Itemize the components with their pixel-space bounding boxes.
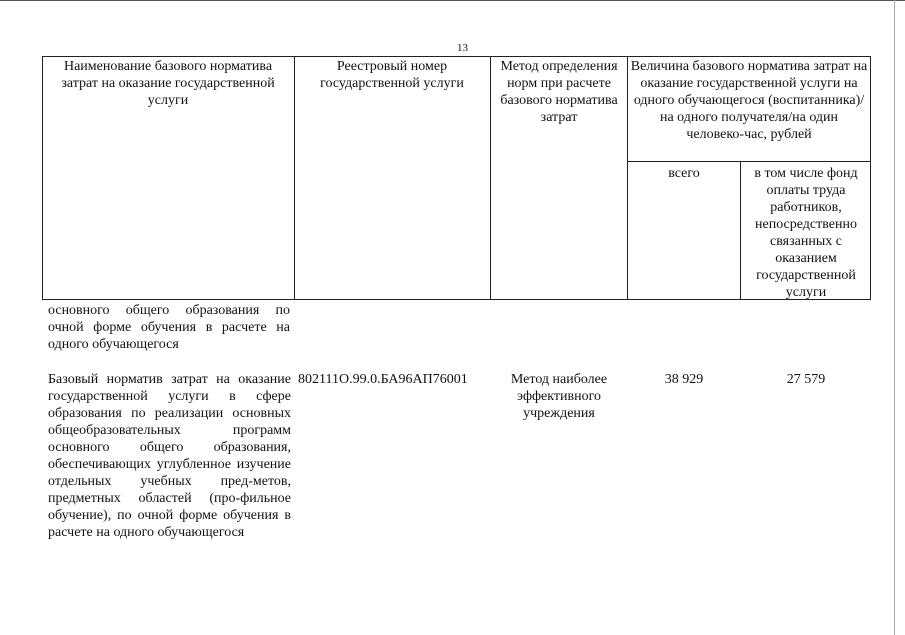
row-total: 38 929 — [664, 372, 704, 387]
grid-line — [627, 56, 628, 300]
header-value: Величина базового норматива затрат на оказание государственной услуги на одного обучающегося (воспитанника)/на одного получателя/на один человеко-час, рублей — [630, 59, 868, 142]
header-total: всего — [668, 166, 700, 181]
grid-line — [294, 56, 295, 300]
page-right-edge — [894, 0, 895, 635]
header-name: Наименование базового норматива затрат на оказание государственной услуги — [61, 59, 275, 108]
continuation-text: основного общего образования по очной форме обучения в расчете на одного обучающегося — [48, 303, 290, 352]
grid-line — [870, 56, 871, 300]
row-registry: 802111О.99.0.БА96АП76001 — [298, 372, 468, 387]
header-registry: Реестровый номер государственной услуги — [320, 59, 464, 91]
row-method: Метод наиболее эффективного учреждения — [510, 372, 608, 421]
grid-line — [627, 161, 871, 162]
page-number: 13 — [457, 42, 468, 54]
grid-line — [42, 56, 43, 300]
page-top-edge — [0, 0, 905, 1]
grid-line — [740, 161, 741, 300]
header-method: Метод определения норм при расчете базового норматива затрат — [500, 59, 618, 125]
row-wage: 27 579 — [786, 372, 826, 387]
grid-line — [490, 56, 491, 300]
grid-line — [42, 56, 871, 57]
header-wage: в том числе фонд оплаты труда работников, непосредственно связанных с оказанием государственной услуги — [754, 166, 858, 300]
row-name: Базовый норматив затрат на оказание государственной услуги в сфере образования по реализации основных общеобразовательных программ основного общего образования, обеспечивающих углубленное изучение отдельных учебных пред-метов, предметных областей (про-фильное обучение), по очной форме обучения в расчете на одного обучающегося — [48, 372, 291, 540]
